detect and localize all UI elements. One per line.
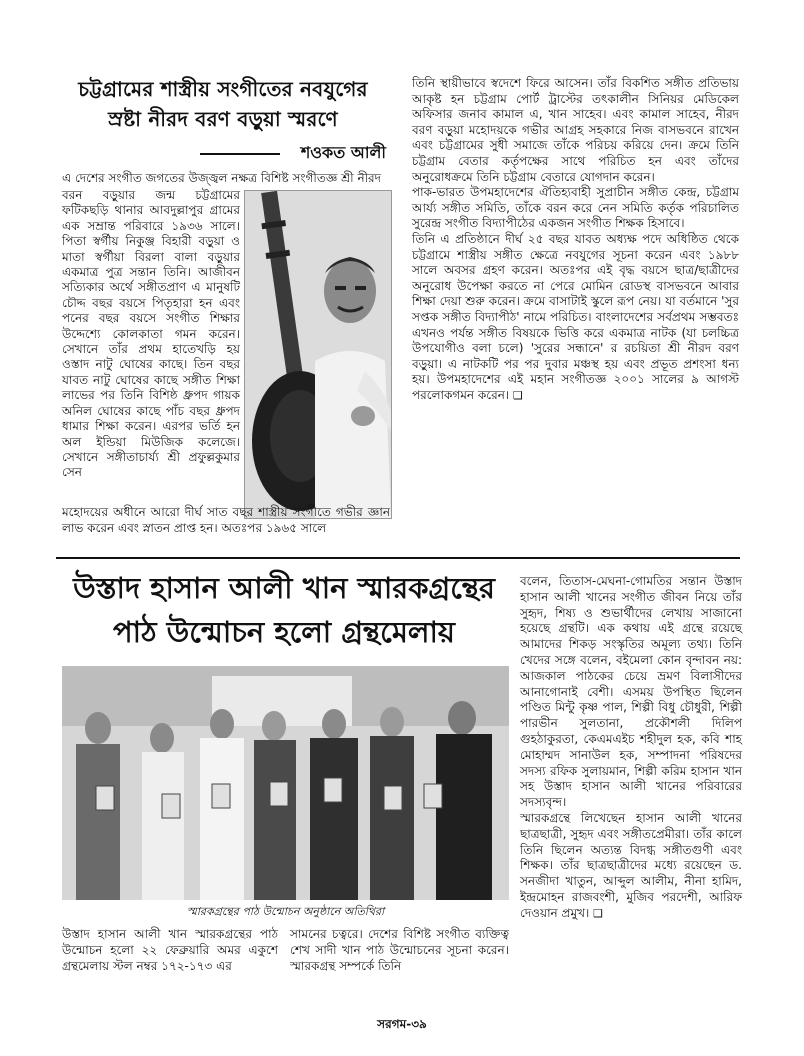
end-mark-icon: ❑ [593, 906, 604, 920]
article1-byline [200, 143, 390, 163]
article1-paragraph-text: তিনি এ প্রতিষ্ঠানে দীর্ঘ ২৫ বছর যাবত অধ্যক্ষ পদে অধিষ্ঠিত থেকে চট্টগ্রামে শাস্ত্রীয় সঙ্গীত ক্ষেত্রে নবযুগের সূচনা করেন এবং ১৯৮৮ সালে অবসর গ্রহণ করেন। অতঃপর এই বৃদ্ধ বয়সে ছাত্র/ছাত্রীদের অনুরোধ উপেক্ষা করতে না পেরে মোমিন রোডস্থ বাসভবনে আবার শিক্ষা দেয়া শুরু করেন। ক্রমে বাসাটাই স্কুলে রূপ নেয়। যা বর্তমানে 'সুর সপ্তক সঙ্গীত বিদ্যাপীঠ' নামে পরিচিত। বাংলাদেশের সর্বপ্রথম সম্ভবতঃ এখনও পর্যন্ত সঙ্গীত বিষয়কে ভিত্তি করে একমাত্র নাটক (যা চলচ্চিত্র উপযোগীও বলা চলে) 'সুরের সন্ধানে' র রচয়িতা শ্রী নীরদ বরণ বড়ুয়া। এ নাটকটি পর পর দুবার মঞ্চস্থ হয় এবং প্রভূত প্রশংসা ধন্য হয়। উপমহাদেশের এই মহান সংগীতজ্ঞ ২০০১ সালের ৯ আগস্ট পরলোকগমন করেন। [412, 231, 739, 402]
article2-column1: উস্তাদ হাসান আলী খান স্মারকগ্রন্থের পাঠ উন্মোচন হলো ২২ ফেব্রুয়ারি অমর একুশে গ্রন্থমেলায় স্টল নম্বর ১৭২-১৭৩ এর [62, 927, 278, 973]
musician-portrait-illustration [245, 191, 391, 518]
article2-paragraph: বলেন, তিতাস-মেঘনা-গোমতির সন্তান উস্তাদ হাসান আলী খানের সংগীত জীবন নিয়ে তাঁর সুহৃদ, শিষ্য ও শুভার্থীদের লেখায় সাজানো হয়েছে গ্রন্থটি। এক কথায় এই গ্রন্থে রয়েছে আমাদের শিকড় সংস্কৃতির অমূল্য তথ্য। তিনি খেদের সঙ্গে বলেন, বইমেলা কোন বৃন্দাবন নয়: আজকাল পাঠকের চেয়ে ভ্রমণ বিলাসীদের আনাগোনাই বেশী। এসময় উপস্থিত ছিলেন পণ্ডিত মিন্টু কৃষ্ণ পাল, শিল্পী বিধু চৌধুরী, শিল্পী পারভীন সুলতানা, প্রকৌশলী দিলিপ গুহঠাকুরতা, কেএমএইচ শহীদুল হক, কবি শাহ মোহাম্মদ সানাউল হক, সম্পাদনা পরিষদের সদস্য রফিক সুলায়মান, শিল্পী করিম হাসান খান সহ উস্তাদ হাসান আলী খানের পরিবারের সদস্যবৃন্দ। [520, 574, 742, 810]
article1-paragraph [412, 232, 739, 404]
article1-right-column [412, 76, 739, 403]
article1-left-column: বরন বড়ুয়ার জন্ম চট্টগ্রামের ফটিকছড়ি থানার আবদুল্লাপুর গ্রামের এক সম্রান্ত পরিবারে ১৯৩৬ সালে। পিতা স্বর্গীয় নিকুঞ্জ বিহারী বড়ুয়া ও মাতা স্বর্গীয়া বিরলা বালা বড়ুয়ার একমাত্র পুত্র সন্তান তিনি। আজীবন সত্যিকার অর্থে সঙ্গীতপ্রাণ এ মানুষটি চৌদ্দ বছর বয়সে পিতৃহারা হন এবং পনের বছর বয়সে সংগীত শিক্ষার উদ্দেশ্যে কোলকাতা গমন করেন। সেখানে তাঁর প্রথম হাতেখড়ি হয় ওস্তাদ নাটু ঘোষের কাছে। তিন বছর যাবত নাটু ঘোষের কাছে সঙ্গীত শিক্ষা লাভের পর তিনি বিশিষ্ঠ ধ্রুপদ গায়ক অনিল ঘোষের কাছে পাঁচ বছর ধ্রুপদ ধামার শিক্ষা করেন। এরপর ভর্তি হন অল ইন্ডিয়া মিউজিক কলেজে। সেখানে সঙ্গীতাচার্য্য শ্রী প্রফুল্লকুমার সেন [62, 188, 240, 480]
article1-paragraph: পাক-ভারত উপমহাদেশের ঐতিহ্যবাহী সুপ্রাচীন সঙ্গীত কেন্দ্র, চট্টগ্রাম আর্য্য সঙ্গীত সমিতি, তাঁকে বরন করে নেন সমিতি কর্তৃক পরিচালিত সুরেন্দ্র সংগীত বিদ্যাপীঠের একজন সংগীত শিক্ষক হিসাবে। [412, 185, 739, 231]
article2-paragraph-text: স্মারকগ্রন্থে লিখেছেন হাসান আলী খানের ছাত্রছাত্রী, সুহৃদ এবং সঙ্গীতপ্রেমীরা। তাঁর কালে তিনি ছিলেন অত্যন্ত বিদগ্ধ সঙ্গীতগুণী এবং শিক্ষক। তাঁর ছাত্রছাত্রীদের মধ্যে রয়েছেন ড. সনজীদা খাতুন, আব্দুল আলীম, নীনা হামিদ, ইন্দ্রমোহন রাজবংশী, মুজিব পরদেশী, আরিফ দেওয়ান প্রমুখ। [520, 810, 742, 920]
article1-headline-line2: স্রষ্টা নীরদ বরণ বড়ুয়া স্মরণে [108, 107, 338, 131]
article2-paragraph [520, 811, 742, 922]
article1-bottom-text: মহোদয়ের অধীনে আরো দীর্ঘ সাত বছর শাস্ত্রীয় সংগীতে গভীর জ্ঞান লাভ করেন এবং স্নাতন প্রাপ্ত হন। অতঃপর ১৯৬৫ সালে [62, 505, 390, 535]
article2-headline-line2: পাঠ উন্মোচন হলো গ্রন্থমেলায় [112, 615, 456, 649]
article-divider [56, 557, 740, 559]
article1-headline-line1: চট্টগ্রামের শাস্ত্রীয় সংগীতের নবযুগের [78, 77, 368, 101]
article2-column2: সামনের চত্বরে। দেশের বিশিষ্ট সংগীত ব্যক্তিত্ব শেখ সাদী খান পাঠ উন্মোচনের সূচনা করেন। স্মারকগ্রন্থ সম্পর্কে তিনি [290, 927, 509, 973]
page-number: সরগম-৩৯ [377, 1017, 427, 1031]
photo-caption: স্মারকগ্রন্থের পাঠ উন্মোচন অনুষ্ঠানে অতিথিরা [186, 905, 385, 918]
article1-intro-line: এ দেশের সংগীত জগতের উজ্জ্বল নক্ষত্র বিশিষ্ট সংগীতজ্ঞ শ্রী নীরদ [62, 171, 381, 185]
byline-rule [200, 153, 280, 155]
end-mark-icon: ❑ [513, 388, 523, 402]
article2-headline [58, 566, 510, 654]
musician-portrait-photo [244, 190, 392, 519]
article1-paragraph: তিনি স্থায়ীভাবে স্বদেশে ফিরে আসেন। তাঁর বিকশিত সঙ্গীত প্রতিভায় আকৃষ্ট হন চট্টগ্রাম পোর্ট ট্রাস্টের তৎকালীন সিনিয়র মেডিকেল অফিসার জনাব কামাল এ, খান সাহেব। এবং কামাল সাহেব, নীরদ বরণ বড়ুয়া মহোদয়কে গভীর আগ্রহ সহকারে নিজ বাসভবনে রাখেন এবং চট্টগ্রামের সুধী সমাজে তাঁকে পরিচয় করিয়ে দেন। ক্রমে তিনি চট্টগ্রাম বেতার কর্তৃপক্ষের সাথে পরিচিত হন এবং তাঁদের অনুরোধক্রমে তিনি চট্টগ্রাম বেতারে যোগদান করেন। [412, 76, 739, 184]
article1-headline [58, 74, 388, 134]
article2-right-column [520, 574, 742, 922]
book-launch-group-illustration [62, 666, 509, 900]
article1-author: শওকত আলী [300, 143, 386, 162]
book-launch-photo [62, 666, 509, 900]
article2-headline-line1: উস্তাদ হাসান আলী খান স্মারকগ্রন্থের [73, 571, 495, 605]
